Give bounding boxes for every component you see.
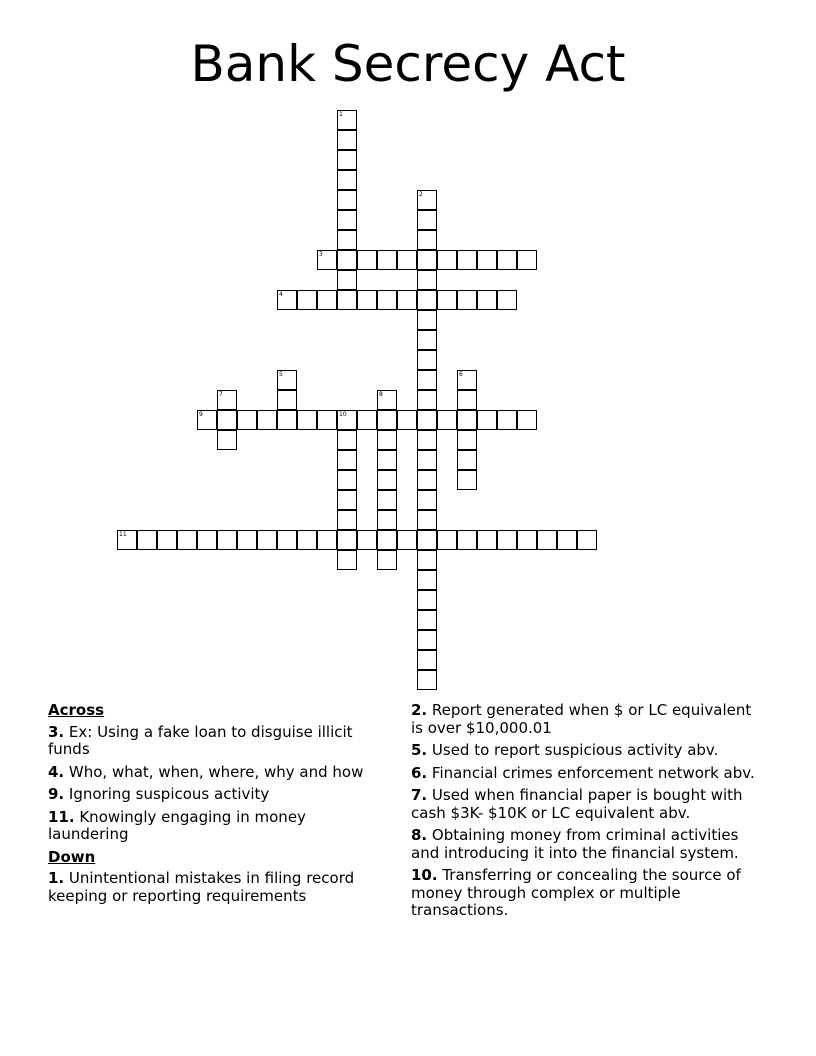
grid-cell[interactable] [337,150,357,170]
grid-cell[interactable] [377,430,397,450]
grid-cell[interactable] [417,410,437,430]
grid-cell[interactable] [337,410,357,430]
clue-item [411,702,761,737]
grid-cell[interactable] [357,250,377,270]
clue-section-heading: Down [48,847,96,866]
grid-cell[interactable] [417,430,437,450]
grid-cell[interactable] [417,450,437,470]
clue-item [411,787,761,822]
grid-cell[interactable] [417,550,437,570]
grid-cell[interactable] [417,190,437,210]
grid-cell[interactable] [297,290,317,310]
grid-cell[interactable] [417,230,437,250]
grid-cell[interactable] [437,530,457,550]
grid-cell[interactable] [297,530,317,550]
grid-cell[interactable] [417,490,437,510]
grid-cell[interactable] [417,310,437,330]
grid-cell[interactable] [257,410,277,430]
grid-cell[interactable] [337,450,357,470]
clue-item [411,867,761,920]
grid-cell[interactable] [277,290,297,310]
clue-number: 6 [459,371,463,378]
grid-cell[interactable] [377,510,397,530]
clue-section-heading: Across [48,701,105,719]
grid-cell[interactable] [437,250,457,270]
grid-cell[interactable] [457,390,477,410]
grid-cell[interactable] [397,250,417,270]
grid-cell[interactable] [337,170,357,190]
grid-cell[interactable] [377,390,397,410]
clue-item [48,724,388,759]
clue-item-number: 9. [48,785,65,803]
grid-cell[interactable] [457,430,477,450]
clue-item-text: Ex: Using a fake loan to disguise illicit funds [48,722,353,758]
clue-number: 2 [419,191,423,198]
clue-item-text: Ignoring suspicous activity [64,785,270,803]
grid-cell[interactable] [437,290,457,310]
clue-item [48,809,388,844]
grid-cell[interactable] [377,470,397,490]
grid-cell[interactable] [397,410,417,430]
grid-cell[interactable] [537,530,557,550]
grid-cell[interactable] [417,290,437,310]
grid-cell[interactable] [457,370,477,390]
grid-cell[interactable] [417,250,437,270]
clue-item [48,764,388,782]
grid-cell[interactable] [257,530,277,550]
clue-item-number: 2. [411,701,428,719]
grid-cell[interactable] [417,210,437,230]
clues-right-column [411,702,761,925]
clue-number: 4 [279,291,283,298]
grid-cell[interactable] [277,390,297,410]
grid-cell[interactable] [477,250,497,270]
grid-cell[interactable] [237,530,257,550]
grid-cell[interactable] [417,350,437,370]
clue-item-text: Used to report suspicious activity abv. [427,741,719,759]
grid-cell[interactable] [217,530,237,550]
grid-cell[interactable] [417,570,437,590]
grid-cell[interactable] [377,250,397,270]
grid-cell[interactable] [317,530,337,550]
grid-cell[interactable] [417,370,437,390]
grid-cell[interactable] [357,530,377,550]
grid-cell[interactable] [417,510,437,530]
grid-cell[interactable] [317,290,337,310]
grid-cell[interactable] [577,530,597,550]
clue-item-number: 6. [411,763,428,782]
grid-cell[interactable] [217,430,237,450]
clue-item [411,742,761,760]
grid-cell[interactable] [417,670,437,690]
clue-number: 7 [219,391,223,398]
grid-cell[interactable] [517,530,537,550]
grid-cell[interactable] [417,390,437,410]
clue-item-number: 1. [48,869,65,887]
clue-item-number: 5. [411,741,428,759]
clue-item [48,870,388,905]
grid-cell[interactable] [477,530,497,550]
grid-cell[interactable] [417,470,437,490]
clue-item-text: Unintentional mistakes in filing record keeping or reporting requirements [48,869,355,905]
clue-number: 5 [279,371,283,378]
grid-cell[interactable] [337,470,357,490]
grid-cell[interactable] [557,530,577,550]
clues-left-column [48,702,388,910]
clue-item-number: 11. [48,807,75,826]
clue-item-number: 10. [411,866,438,884]
grid-cell[interactable] [337,510,357,530]
grid-cell[interactable] [397,290,417,310]
clue-number: 8 [379,391,383,398]
clue-item-number: 4. [48,762,65,781]
grid-cell[interactable] [377,290,397,310]
grid-cell[interactable] [337,230,357,250]
grid-cell[interactable] [337,270,357,290]
grid-cell[interactable] [337,110,357,130]
grid-cell[interactable] [337,190,357,210]
grid-cell[interactable] [437,410,457,430]
grid-cell[interactable] [457,530,477,550]
grid-cell[interactable] [337,210,357,230]
grid-cell[interactable] [337,550,357,570]
puzzle-title: Bank Secrecy Act [190,35,626,93]
grid-cell[interactable] [217,410,237,430]
grid-cell[interactable] [377,530,397,550]
grid-cell[interactable] [137,530,157,550]
grid-cell[interactable] [317,410,337,430]
grid-cell[interactable] [417,330,437,350]
grid-cell[interactable] [417,610,437,630]
grid-cell[interactable] [117,530,137,550]
grid-cell[interactable] [457,450,477,470]
grid-cell[interactable] [517,250,537,270]
clue-item [48,786,388,804]
grid-cell[interactable] [377,410,397,430]
grid-cell[interactable] [417,630,437,650]
grid-cell[interactable] [337,430,357,450]
grid-cell[interactable] [457,250,477,270]
grid-cell[interactable] [517,410,537,430]
grid-cell[interactable] [417,590,437,610]
grid-cell[interactable] [337,490,357,510]
clue-number: 9 [199,411,203,418]
grid-cell[interactable] [237,410,257,430]
clue-item-text: Who, what, when, where, why and how [64,762,364,781]
grid-cell[interactable] [497,250,517,270]
clue-item-number: 7. [411,786,428,804]
clue-item-number: 8. [411,826,428,844]
clue-item [411,765,761,783]
grid-cell[interactable] [457,470,477,490]
grid-cell[interactable] [377,450,397,470]
grid-cell[interactable] [377,490,397,510]
grid-cell[interactable] [497,290,517,310]
grid-cell[interactable] [457,410,477,430]
grid-cell[interactable] [457,290,477,310]
grid-cell[interactable] [397,530,417,550]
grid-cell[interactable] [177,530,197,550]
grid-cell[interactable] [197,410,217,430]
grid-cell[interactable] [417,650,437,670]
grid-cell[interactable] [197,530,217,550]
clue-item-text: Used when financial paper is bought with cash $3K- $10K or LC equivalent abv. [411,786,743,822]
clue-item [411,827,761,862]
grid-cell[interactable] [477,410,497,430]
grid-cell[interactable] [277,530,297,550]
clue-number: 1 [339,111,343,118]
grid-cell[interactable] [337,530,357,550]
clue-number: 11 [119,531,127,538]
grid-cell[interactable] [497,410,517,430]
grid-cell[interactable] [317,250,337,270]
grid-cell[interactable] [337,130,357,150]
grid-cell[interactable] [417,530,437,550]
grid-cell[interactable] [277,410,297,430]
grid-cell[interactable] [357,290,377,310]
clue-number: 10 [339,411,347,418]
grid-cell[interactable] [217,390,237,410]
clue-item-text: Financial crimes enforcement network abv. [427,763,755,782]
clue-item-number: 3. [48,722,65,741]
clue-item-text: Transferring or concealing the source of money through complex or multiple transactions. [411,866,741,919]
grid-cell[interactable] [357,410,377,430]
grid-cell[interactable] [377,550,397,570]
grid-cell[interactable] [337,250,357,270]
grid-cell[interactable] [417,270,437,290]
clue-number: 3 [319,251,323,258]
grid-cell[interactable] [477,290,497,310]
clue-item-text: Obtaining money from criminal activities and introducing it into the financial system. [411,826,739,862]
clue-item-text: Knowingly engaging in money laundering [48,807,306,843]
grid-cell[interactable] [297,410,317,430]
grid-cell[interactable] [277,370,297,390]
grid-cell[interactable] [157,530,177,550]
grid-cell[interactable] [497,530,517,550]
grid-cell[interactable] [337,290,357,310]
clue-item-text: Report generated when $ or LC equivalent is over $10,000.01 [411,701,752,737]
